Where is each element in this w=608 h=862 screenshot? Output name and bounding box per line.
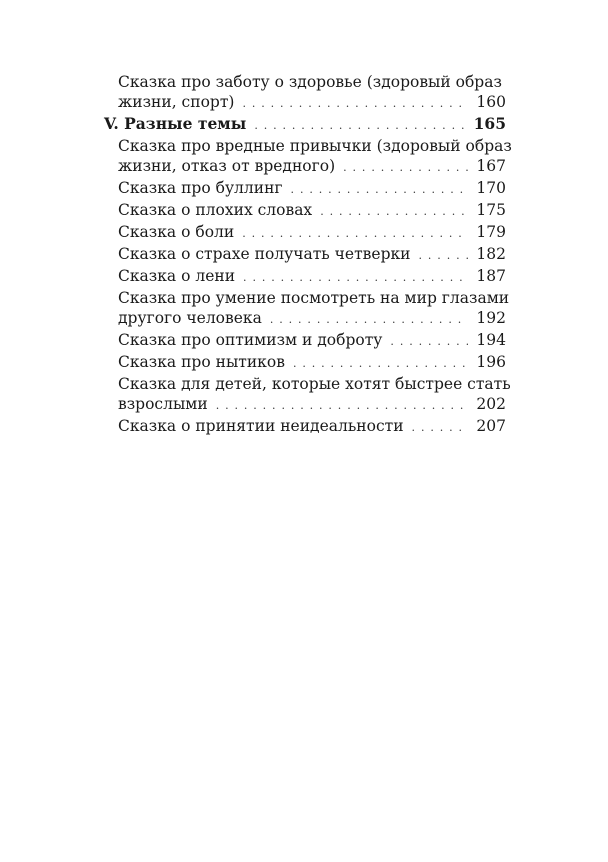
toc-entry [104,266,506,288]
toc-entry-title-line: Сказка о плохих словах [118,201,313,219]
dot-leader [320,202,468,222]
toc-entry-title-line: Сказка про оптимизм и доброту [118,331,383,349]
dot-leader [242,94,468,114]
toc-entry-title-line: Сказка о принятии неидеальности [118,417,404,435]
dot-leader [243,268,468,288]
toc-page-number: 187 [476,267,506,285]
toc-entry-title-line: Сказка про нытиков [118,353,285,371]
toc-entry-title-line: Сказка о боли [118,223,235,241]
toc-entry-title-line: Сказка для детей, которые хотят быстрее стать [118,375,511,393]
dot-leader [242,224,468,244]
dot-leader [254,116,465,136]
toc-entry [104,288,510,330]
toc-entry [104,352,506,374]
toc-entry-title-line: взрослыми [118,395,208,413]
toc-entry-title-line: жизни, отказ от вредного) [118,157,336,175]
dot-leader [412,418,469,438]
toc-page-number: 192 [476,309,506,327]
toc-section-title: V. Разные темы [104,114,247,133]
toc-page-number: 207 [476,417,506,435]
toc-page-number: 160 [476,93,506,111]
dot-leader [293,354,468,374]
dot-leader [216,396,469,416]
toc-page-number: 182 [476,245,506,263]
toc-entry [104,330,506,352]
toc-entry [104,178,506,200]
toc-entry [104,136,512,178]
toc-entry [104,200,506,222]
toc-entry-title-line: Сказка про умение посмотреть на мир глазами [118,289,510,307]
toc-entry [104,222,506,244]
toc-entry-title-line: Сказка про буллинг [118,179,283,197]
toc-page-number: 170 [476,179,506,197]
toc-page-number: 194 [476,331,506,349]
dot-leader [343,158,468,178]
toc-entry [104,374,511,416]
toc-entry [104,416,506,438]
toc-entry [104,244,506,266]
dot-leader [390,332,468,352]
toc-entry-title-line: Сказка о страхе получать четверки [118,245,411,263]
toc-entry-title-line: Сказка про вредные привычки (здоровый образ [118,137,512,155]
dot-leader [270,310,469,330]
toc-page-number: 202 [476,395,506,413]
toc-page-number: 175 [476,201,506,219]
toc-entry-title-line: Сказка про заботу о здоровье (здоровый образ [118,73,502,91]
toc-page-number: 165 [473,114,506,133]
toc-page-number: 167 [476,157,506,175]
toc-section-heading [104,114,506,136]
dot-leader [291,180,469,200]
toc-entry-title-line: другого человека [118,309,262,327]
toc-page-number: 196 [476,353,506,371]
toc-page-number: 179 [476,223,506,241]
table-of-contents [104,72,512,438]
dot-leader [419,246,469,266]
toc-entry [104,72,506,114]
toc-entry-title-line: Сказка о лени [118,267,236,285]
toc-entry-title-line: жизни, спорт) [118,93,235,111]
